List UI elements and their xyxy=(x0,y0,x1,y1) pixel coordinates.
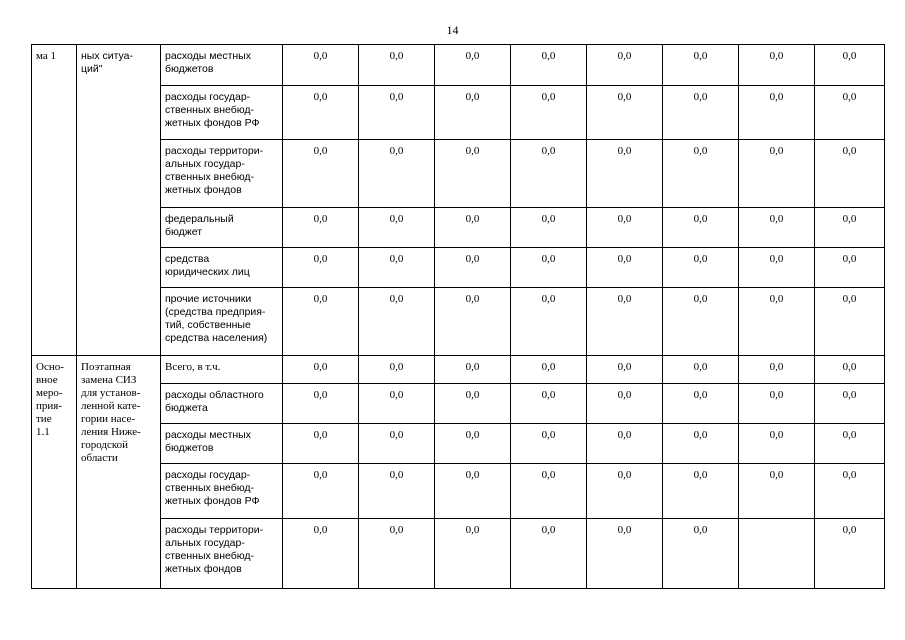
amount-cell xyxy=(359,248,435,288)
amount-value: 0,0 xyxy=(313,361,328,373)
funding-source-cell xyxy=(161,384,283,424)
amount-value: 0,0 xyxy=(693,469,708,481)
amount-value: 0,0 xyxy=(465,50,480,62)
amount-value: 0,0 xyxy=(389,253,404,265)
amount-cell xyxy=(435,519,511,589)
amount-value: 0,0 xyxy=(465,213,480,225)
amount-cell xyxy=(663,140,739,208)
amount-cell xyxy=(511,384,587,424)
amount-value: 0,0 xyxy=(842,429,857,441)
amount-value: 0,0 xyxy=(389,469,404,481)
funding-source-cell xyxy=(161,519,283,589)
table-row xyxy=(32,45,885,86)
amount-value: 0,0 xyxy=(541,524,556,536)
amount-cell xyxy=(283,248,359,288)
amount-value: 0,0 xyxy=(541,145,556,157)
amount-value: 0,0 xyxy=(617,524,632,536)
amount-cell xyxy=(359,519,435,589)
amount-value: 0,0 xyxy=(541,429,556,441)
amount-value: 0,0 xyxy=(541,469,556,481)
amount-cell xyxy=(663,356,739,384)
amount-value: 0,0 xyxy=(617,50,632,62)
funding-source-cell xyxy=(161,288,283,356)
amount-value: 0,0 xyxy=(769,50,784,62)
amount-cell xyxy=(435,356,511,384)
amount-value: 0,0 xyxy=(541,293,556,305)
amount-cell xyxy=(663,384,739,424)
amount-value: 0,0 xyxy=(313,253,328,265)
amount-cell xyxy=(739,208,815,248)
amount-value: 0,0 xyxy=(617,213,632,225)
amount-value: 0,0 xyxy=(769,213,784,225)
funding-source-label: расходы территори- альных государ- ственных внебюд- жетных фондов xyxy=(165,145,264,196)
amount-cell xyxy=(435,45,511,86)
amount-value: 0,0 xyxy=(617,91,632,103)
program-name-text: Поэтапная замена СИЗ для установ- ленной кате- гории насе- ления Ниже- городской области xyxy=(81,361,141,464)
amount-value: 0,0 xyxy=(389,50,404,62)
amount-value: 0,0 xyxy=(313,145,328,157)
amount-cell xyxy=(359,45,435,86)
amount-cell xyxy=(283,384,359,424)
amount-cell xyxy=(587,384,663,424)
amount-cell xyxy=(283,288,359,356)
amount-value: 0,0 xyxy=(541,50,556,62)
amount-cell xyxy=(587,288,663,356)
amount-cell xyxy=(815,140,885,208)
amount-cell xyxy=(435,424,511,464)
amount-value: 0,0 xyxy=(313,429,328,441)
funding-source-label: расходы территори- альных государ- ственных внебюд- жетных фондов xyxy=(165,524,264,575)
amount-cell xyxy=(359,208,435,248)
funding-source-cell xyxy=(161,45,283,86)
amount-value: 0,0 xyxy=(693,145,708,157)
amount-cell xyxy=(587,140,663,208)
funding-source-label: средства юридических лиц xyxy=(165,253,250,278)
amount-cell xyxy=(587,464,663,519)
amount-value: 0,0 xyxy=(465,253,480,265)
amount-cell xyxy=(587,519,663,589)
amount-value: 0,0 xyxy=(313,50,328,62)
amount-value: 0,0 xyxy=(693,524,708,536)
amount-cell xyxy=(511,288,587,356)
amount-value: 0,0 xyxy=(465,429,480,441)
funding-source-label: расходы областного бюджета xyxy=(165,389,264,414)
amount-cell xyxy=(283,208,359,248)
amount-value: 0,0 xyxy=(842,524,857,536)
amount-cell xyxy=(283,86,359,140)
amount-value: 0,0 xyxy=(842,389,857,401)
amount-value: 0,0 xyxy=(389,145,404,157)
amount-cell xyxy=(511,424,587,464)
amount-cell xyxy=(511,464,587,519)
amount-value: 0,0 xyxy=(465,469,480,481)
amount-cell xyxy=(511,356,587,384)
amount-value: 0,0 xyxy=(465,91,480,103)
amount-value: 0,0 xyxy=(617,429,632,441)
amount-cell xyxy=(739,45,815,86)
amount-value: 0,0 xyxy=(769,91,784,103)
amount-cell xyxy=(815,464,885,519)
amount-cell xyxy=(587,248,663,288)
amount-value: 0,0 xyxy=(389,293,404,305)
amount-cell xyxy=(815,208,885,248)
amount-cell xyxy=(663,86,739,140)
amount-cell xyxy=(739,464,815,519)
amount-value: 0,0 xyxy=(769,253,784,265)
amount-cell xyxy=(815,248,885,288)
amount-cell xyxy=(587,208,663,248)
amount-cell xyxy=(739,248,815,288)
amount-cell xyxy=(359,140,435,208)
amount-value: 0,0 xyxy=(389,361,404,373)
amount-cell xyxy=(815,86,885,140)
amount-cell xyxy=(663,288,739,356)
amount-value: 0,0 xyxy=(842,145,857,157)
amount-cell xyxy=(587,86,663,140)
funding-source-cell xyxy=(161,140,283,208)
amount-cell xyxy=(283,356,359,384)
amount-cell xyxy=(359,356,435,384)
amount-value: 0,0 xyxy=(769,361,784,373)
program-code-cell xyxy=(32,45,77,356)
amount-cell xyxy=(359,86,435,140)
amount-cell xyxy=(815,45,885,86)
amount-value: 0,0 xyxy=(541,91,556,103)
budget-table xyxy=(31,44,885,589)
amount-cell xyxy=(815,384,885,424)
amount-value: 0,0 xyxy=(541,361,556,373)
amount-cell xyxy=(435,248,511,288)
amount-value: 0,0 xyxy=(842,213,857,225)
amount-value: 0,0 xyxy=(389,389,404,401)
program-code-text: Осно- вное меро- прия- тие 1.1 xyxy=(36,361,64,438)
funding-source-cell xyxy=(161,356,283,384)
amount-value: 0,0 xyxy=(842,293,857,305)
amount-value: 0,0 xyxy=(389,429,404,441)
amount-cell xyxy=(435,288,511,356)
amount-cell xyxy=(359,384,435,424)
funding-source-label: расходы государ- ственных внебюд- жетных фондов РФ xyxy=(165,91,260,129)
amount-value: 0,0 xyxy=(313,213,328,225)
amount-cell xyxy=(511,86,587,140)
amount-value: 0,0 xyxy=(389,524,404,536)
funding-source-label: Всего, в т.ч. xyxy=(165,361,221,373)
amount-cell xyxy=(739,424,815,464)
funding-source-label: федеральный бюджет xyxy=(165,213,234,238)
amount-cell xyxy=(435,384,511,424)
funding-source-cell xyxy=(161,86,283,140)
amount-cell xyxy=(815,519,885,589)
amount-cell xyxy=(663,424,739,464)
amount-cell xyxy=(587,45,663,86)
amount-value: 0,0 xyxy=(769,145,784,157)
amount-value: 0,0 xyxy=(465,524,480,536)
amount-value: 0,0 xyxy=(693,253,708,265)
program-code-cell xyxy=(32,356,77,589)
amount-value: 0,0 xyxy=(313,389,328,401)
amount-value: 0,0 xyxy=(693,293,708,305)
amount-cell xyxy=(663,208,739,248)
amount-cell xyxy=(359,424,435,464)
program-name-text: ных ситуа- ций" xyxy=(81,50,134,75)
page-number: 14 xyxy=(446,23,459,37)
amount-cell xyxy=(511,519,587,589)
amount-cell xyxy=(663,464,739,519)
amount-value: 0,0 xyxy=(389,91,404,103)
amount-value: 0,0 xyxy=(541,213,556,225)
amount-cell xyxy=(815,288,885,356)
table-body xyxy=(32,45,885,589)
amount-cell xyxy=(511,140,587,208)
funding-source-label: прочие источники (средства предприя- тий, собственные средства населения) xyxy=(165,293,268,344)
funding-source-cell xyxy=(161,208,283,248)
amount-cell xyxy=(283,140,359,208)
amount-value: 0,0 xyxy=(617,253,632,265)
amount-value: 0,0 xyxy=(693,361,708,373)
amount-cell xyxy=(283,519,359,589)
amount-value: 0,0 xyxy=(313,469,328,481)
amount-cell xyxy=(283,424,359,464)
amount-cell xyxy=(739,384,815,424)
amount-cell xyxy=(587,356,663,384)
funding-source-label: расходы местных бюджетов xyxy=(165,50,251,75)
amount-cell xyxy=(511,208,587,248)
amount-value: 0,0 xyxy=(465,389,480,401)
amount-value: 0,0 xyxy=(842,91,857,103)
amount-value: 0,0 xyxy=(842,50,857,62)
amount-cell xyxy=(739,519,815,589)
amount-value: 0,0 xyxy=(842,361,857,373)
amount-cell xyxy=(435,208,511,248)
amount-cell xyxy=(663,519,739,589)
amount-value: 0,0 xyxy=(313,293,328,305)
amount-value: 0,0 xyxy=(693,213,708,225)
amount-value: 0,0 xyxy=(617,293,632,305)
funding-source-cell xyxy=(161,248,283,288)
amount-value: 0,0 xyxy=(842,253,857,265)
amount-cell xyxy=(511,248,587,288)
amount-cell xyxy=(435,140,511,208)
amount-value: 0,0 xyxy=(465,361,480,373)
amount-value: 0,0 xyxy=(465,145,480,157)
amount-cell xyxy=(739,356,815,384)
amount-value: 0,0 xyxy=(769,389,784,401)
amount-value: 0,0 xyxy=(693,389,708,401)
amount-value: 0,0 xyxy=(842,469,857,481)
amount-value: 0,0 xyxy=(313,91,328,103)
amount-cell xyxy=(815,356,885,384)
funding-source-cell xyxy=(161,424,283,464)
amount-value: 0,0 xyxy=(617,361,632,373)
amount-value: 0,0 xyxy=(769,469,784,481)
funding-source-label: расходы местных бюджетов xyxy=(165,429,251,454)
amount-cell xyxy=(435,86,511,140)
amount-value: 0,0 xyxy=(389,213,404,225)
amount-cell xyxy=(815,424,885,464)
funding-source-label: расходы государ- ственных внебюд- жетных фондов РФ xyxy=(165,469,260,507)
amount-cell xyxy=(435,464,511,519)
amount-cell xyxy=(359,464,435,519)
program-name-cell xyxy=(77,356,161,589)
amount-value: 0,0 xyxy=(693,91,708,103)
amount-value: 0,0 xyxy=(769,429,784,441)
amount-cell xyxy=(739,288,815,356)
amount-value: 0,0 xyxy=(693,50,708,62)
amount-cell xyxy=(739,86,815,140)
amount-value: 0,0 xyxy=(541,253,556,265)
amount-value: 0,0 xyxy=(769,293,784,305)
amount-cell xyxy=(283,464,359,519)
amount-value: 0,0 xyxy=(541,389,556,401)
amount-value: 0,0 xyxy=(313,524,328,536)
amount-cell xyxy=(587,424,663,464)
program-code-text: ма 1 xyxy=(36,50,57,62)
amount-value: 0,0 xyxy=(465,293,480,305)
amount-cell xyxy=(663,45,739,86)
amount-cell xyxy=(359,288,435,356)
amount-cell xyxy=(739,140,815,208)
amount-value: 0,0 xyxy=(693,429,708,441)
amount-cell xyxy=(511,45,587,86)
funding-source-cell xyxy=(161,464,283,519)
amount-value: 0,0 xyxy=(617,145,632,157)
amount-cell xyxy=(283,45,359,86)
amount-cell xyxy=(663,248,739,288)
amount-value: 0,0 xyxy=(617,469,632,481)
amount-value: 0,0 xyxy=(617,389,632,401)
program-name-cell xyxy=(77,45,161,356)
table-row xyxy=(32,356,885,384)
